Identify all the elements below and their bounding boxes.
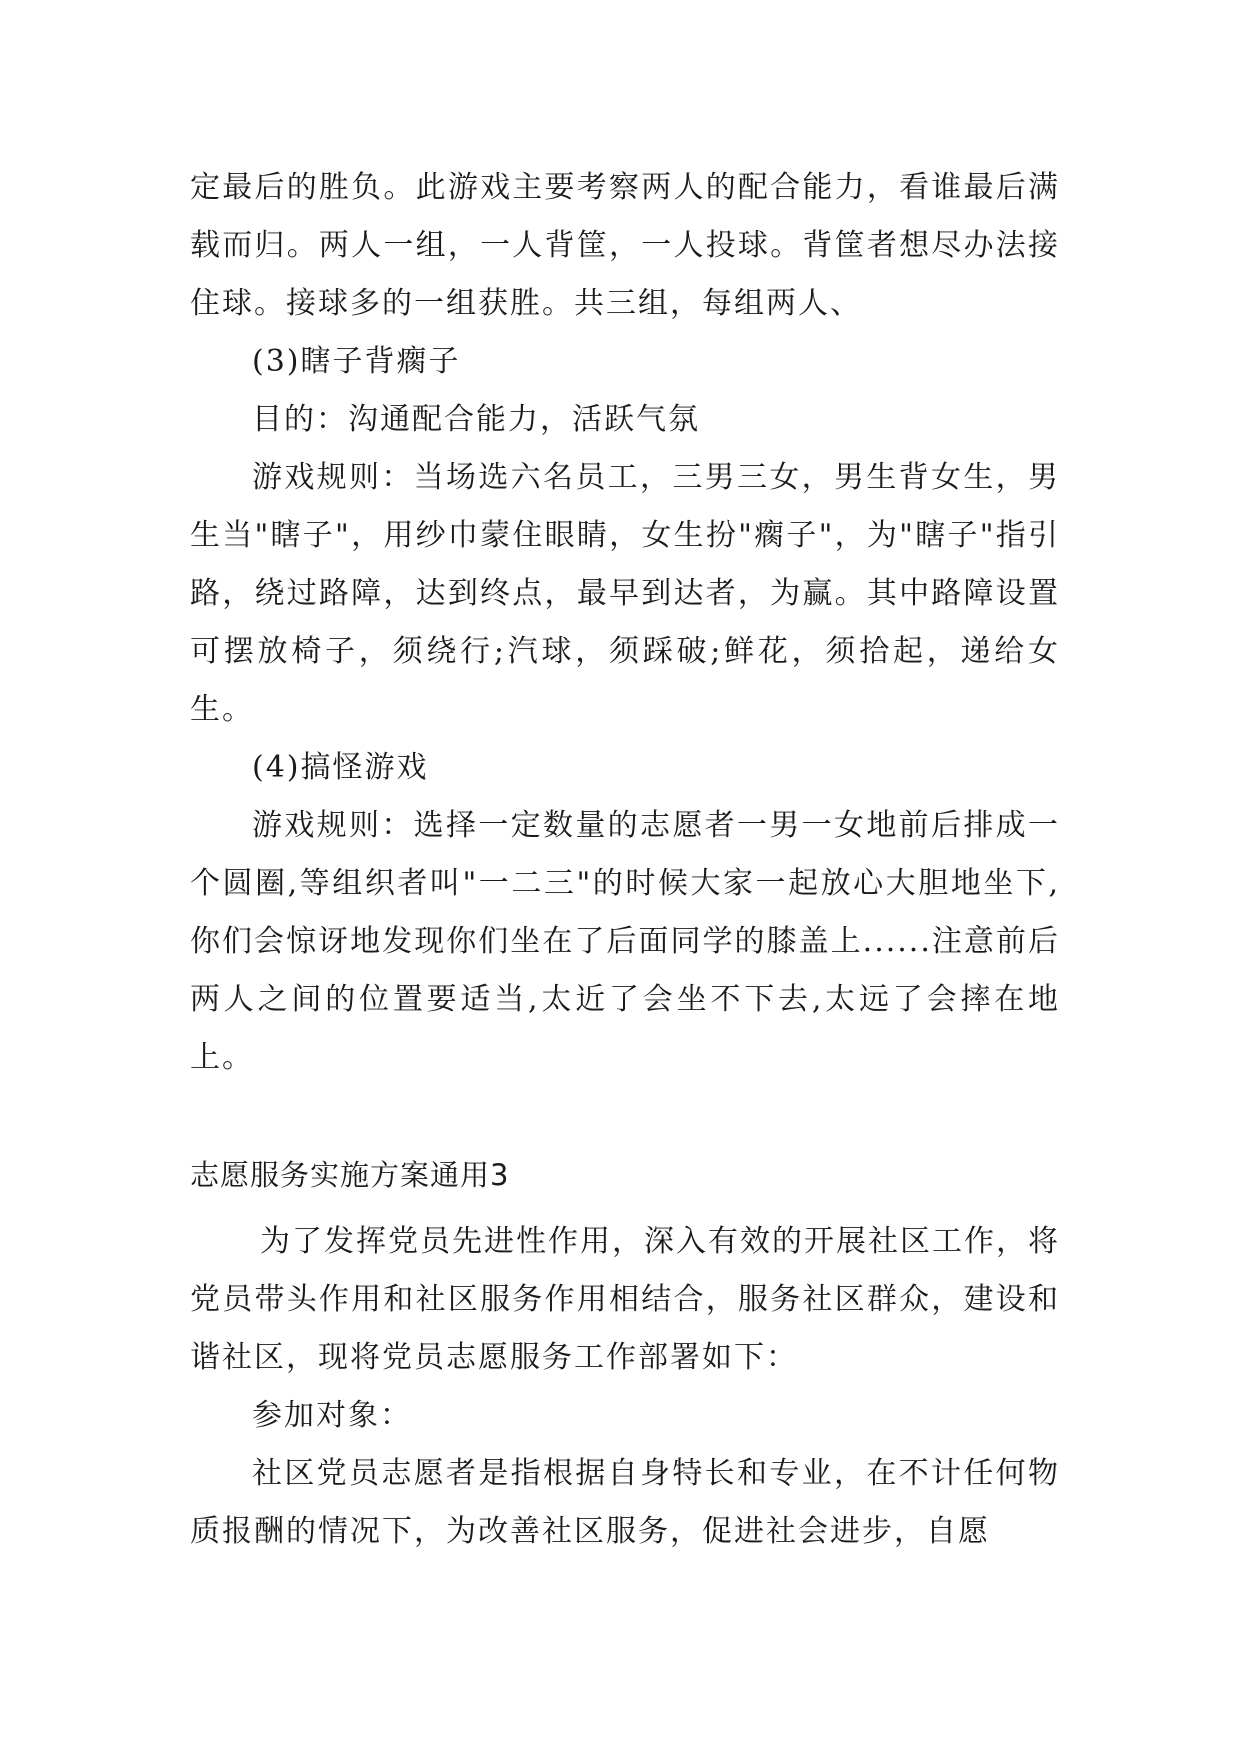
section-body-volunteer bbox=[190, 1213, 1060, 1561]
paragraph-volunteer-definition: 社区党员志愿者是指根据自身特长和专业，在不计任何物质报酬的情况下，为改善社区服务，促进社会进步，自愿 bbox=[190, 1456, 1060, 1549]
subheading-funny-game: (4)搞怪游戏 bbox=[252, 750, 429, 785]
paragraph-participants-label: 参加对象： bbox=[252, 1398, 412, 1433]
paragraph-rules-blind-game: 游戏规则：当场选六名员工，三男三女，男生背女生，男生当"瞎子"，用纱巾蒙住眼睛，女生扮"瘸子"，为"瞎子"指引路，绕过路障，达到终点，最早到达者，为赢。其中路障设置可摆放椅子，须绕行;汽球，须踩破;鲜花，须拾起，递给女生。 bbox=[190, 460, 1060, 727]
paragraph-intro: 为了发挥党员先进性作用，深入有效的开展社区工作，将党员带头作用和社区服务作用相结合，服务社区群众，建设和谐社区，现将党员志愿服务工作部署如下： bbox=[190, 1224, 1060, 1375]
subheading-blind-carry-lame: (3)瞎子背瘸子 bbox=[252, 344, 461, 379]
section-body-games bbox=[190, 159, 1060, 1087]
paragraph-rules-funny-game: 游戏规则：选择一定数量的志愿者一男一女地前后排成一个圆圈,等组织者叫"一二三"的时候大家一起放心大胆地坐下,你们会惊讶地发现你们坐在了后面同学的膝盖上......注意前后两人之间的位置要适当,太近了会坐不下去,太远了会摔在地上。 bbox=[190, 808, 1060, 1075]
paragraph-purpose: 目的：沟通配合能力，活跃气氛 bbox=[252, 402, 700, 437]
paragraph-game-result: 定最后的胜负。此游戏主要考察两人的配合能力，看谁最后满载而归。两人一组，一人背筐，一人投球。背筐者想尽办法接住球。接球多的一组获胜。共三组，每组两人、 bbox=[190, 170, 1060, 321]
section-title: 志愿服务实施方案通用3 bbox=[190, 1158, 510, 1192]
